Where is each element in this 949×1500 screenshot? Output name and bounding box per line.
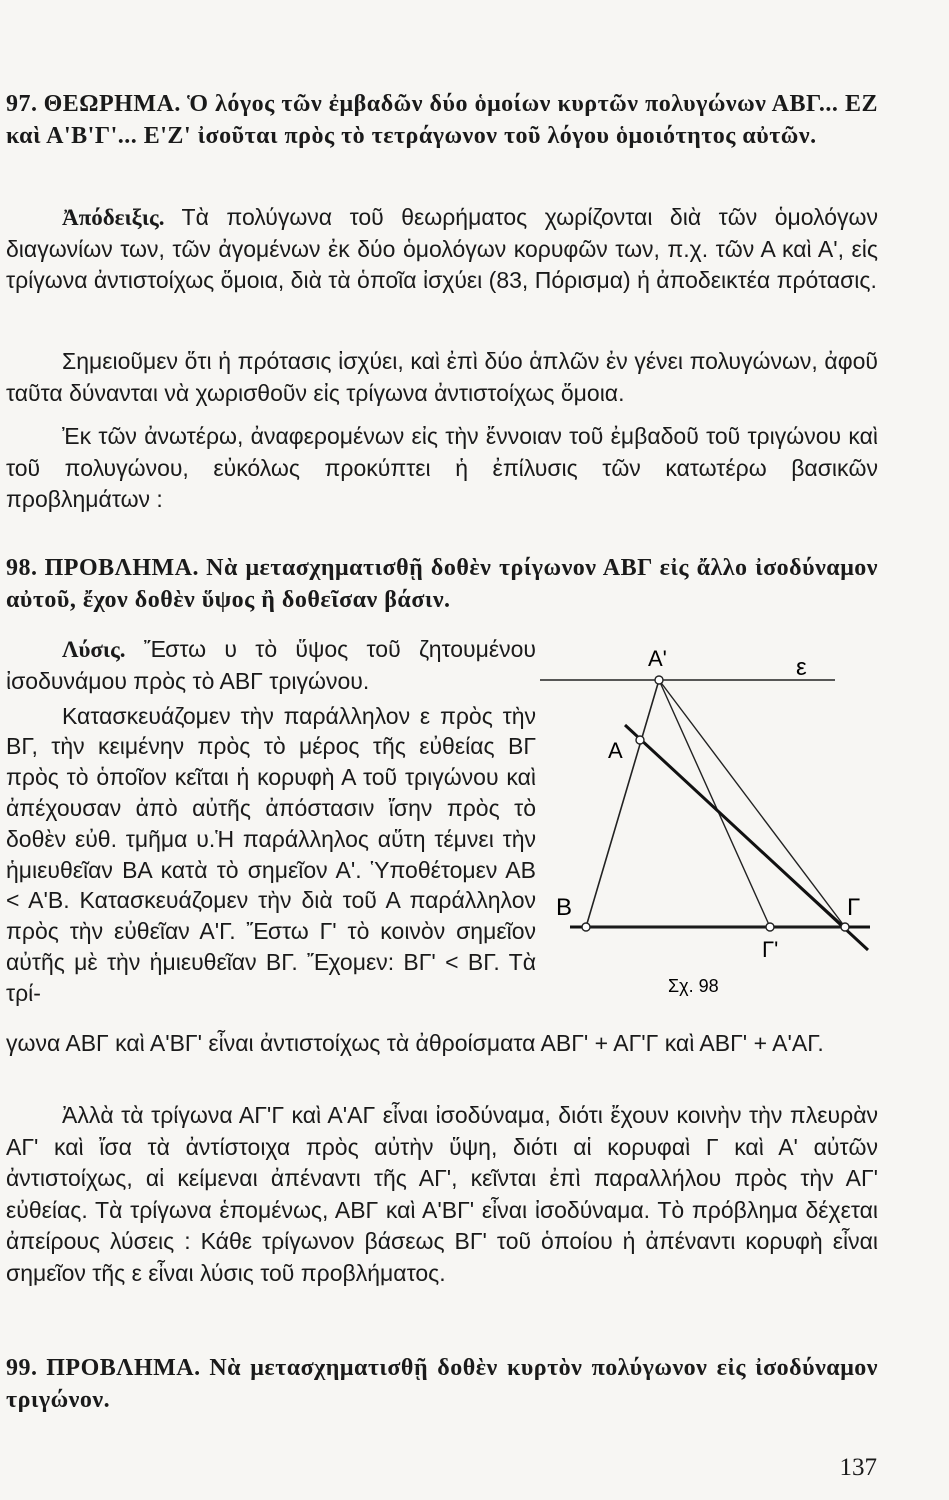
label-A: Α: [608, 738, 623, 763]
label-epsilon: ε: [796, 654, 807, 681]
figure-98: [540, 630, 880, 1010]
problem-number: 99.: [6, 1355, 38, 1381]
proof-label: Ἀπόδειξις.: [62, 205, 165, 230]
theorem-number: 97.: [6, 91, 38, 117]
theorem-heading: ΘΕΩΡΗΜΑ.: [43, 91, 181, 117]
problem-98: [6, 552, 878, 616]
solution-column: [6, 634, 536, 1009]
label-G-prime: Γ': [762, 937, 779, 962]
problem-text: Νὰ μετασχηματισθῇ δοθὲν τρίγωνον ΑΒΓ εἰς ἄλλο ἰσοδύναμον αὐτοῦ, ἔχον δοθὲν ὕψος ἢ δοθεῖσαν βάσιν.: [6, 555, 879, 613]
label-A-prime: Α': [648, 646, 667, 671]
theorem-97: [6, 88, 878, 152]
solution-intro: [6, 634, 536, 697]
page-number: 137: [839, 1454, 877, 1481]
figure-caption: Σχ. 98: [668, 976, 719, 996]
theorem-text: Ὁ λόγος τῶν ἐμβαδῶν δύο ὁμοίων κυρτῶν πολυγώνων ΑΒΓ... ΕΖ καὶ Α'Β'Γ'... Ε'Ζ' ἰσοῦται πρὸς τὸ τετράγωνον τοῦ λόγου ὁμοιότητος αὐτῶν.: [6, 91, 879, 149]
proof-paragraph: [6, 202, 878, 297]
problem-99: [6, 1352, 878, 1416]
point-A-prime: [655, 676, 663, 684]
segment-A-prime-G-prime: [659, 680, 770, 927]
label-B: Β: [556, 894, 573, 921]
solution-line1: Ἔστω υ τὸ ὕψος τοῦ ζητουμένου ἰσοδυνάμου πρὸς τὸ ΑΒΓ τριγώνου.: [6, 636, 536, 694]
note-paragraph-2: Ἐκ τῶν ἀνωτέρω, ἀναφερομένων εἰς τὴν ἔννοιαν τοῦ ἐμβαδοῦ τοῦ τριγώνου καὶ τοῦ πολυγώνου, εὐκόλως προκύπτει ἡ ἐπίλυσις τῶν κατωτέρω βασικῶν προβλημάτων :: [6, 423, 878, 512]
problem-text: Νὰ μετασχηματισθῇ δοθὲν κυρτὸν πολύγωνον εἰς ἰσοδύναμον τριγώνον.: [6, 1355, 879, 1413]
point-G-prime: [766, 923, 774, 931]
problem-heading: ΠΡΟΒΛΗΜΑ.: [46, 1355, 201, 1381]
segment-BA-prime: [586, 680, 659, 927]
solution-continuation: γωνα ΑΒΓ καὶ Α'ΒΓ' εἶναι ἀντιστοίχως τὰ ἀθροίσματα ΑΒΓ' + ΑΓ'Γ καὶ ΑΒΓ' + Α'ΑΓ.: [6, 1030, 824, 1056]
point-A: [636, 736, 644, 744]
conclusion-paragraph: Ἀλλὰ τὰ τρίγωνα ΑΓ'Γ καὶ Α'ΑΓ εἶναι ἰσοδύναμα, διότι ἔχουν κοινὴν τὴν πλευρὰν ΑΓ' καὶ ἴσα τὰ ἀντίστοιχα πρὸς αὐτὴν ὕψη, διότι αἱ κορυφαὶ Γ καὶ Α' αὐτῶν ἀντιστοίχως, αἱ κείμεναι ἀπέναντι τῆς ΑΓ', κεῖνται ἐπὶ παραλλήλου πρὸς τὴν ΑΓ' εὐθείας. Τὰ τρίγωνα ἑπομένως, ΑΒΓ καὶ Α'ΒΓ' εἶναι ἰσοδύναμα. Τὸ πρόβλημα δέχεται ἀπείρους λύσεις : Κάθε τρίγωνον βάσεως ΒΓ' τοῦ ὁποίου ἡ ἀπέναντι κορυφὴ εἶναι σημεῖον τῆς ε εἶναι λύσις τοῦ προβλήματος.: [6, 1102, 878, 1286]
proof-text: Τὰ πολύγωνα τοῦ θεωρήματος χωρίζονται διὰ τῶν ὁμολόγων διαγωνίων των, τῶν ἀγομένων ἐκ δύο ὁμολόγων κορυφῶν των, π.χ. τῶν Α καὶ Α', εἰς τρίγωνα ἀντιστοίχως ὅμοια, διὰ τὰ ὁποῖα ἰσχύει (83, Πόρισμα) ἡ ἀποδεικτέα πρότασις.: [6, 204, 878, 293]
solution-label: Λύσις.: [62, 637, 126, 662]
solution-construction: Κατασκευάζομεν τὴν παράλληλον ε πρὸς τὴν ΒΓ, τὴν κειμένην πρὸς τὸ μέρος τῆς εὐθείας ΒΓ πρὸς τὸ ὁποῖον κεῖται ἡ κορυφὴ Α τοῦ τριγώνου καὶ ἀπέχουσαν ἀπὸ αὐτῆς ἀπόστασιν ἴσην πρὸς τὸ δοθὲν εὐθ. τμῆμα υ.Ἡ παράλληλος αὕτη τέμνει τὴν ἡμιευθεῖαν ΒΑ κατὰ τὸ σημεῖον Α'. Ὑποθέτομεν ΑΒ < Α'Β. Κατασκευάζομεν τὴν διὰ τοῦ Α παράλληλον πρὸς τὴν εὐθεῖαν Α'Γ. Ἔστω Γ' τὸ κοινὸν σημεῖον αὐτῆς μὲ τὴν ἡμιευθεῖαν ΒΓ. Ἔχομεν: ΒΓ' < ΒΓ. Τὰ τρί-: [6, 702, 536, 1006]
problem-heading: ΠΡΟΒΛΗΜΑ.: [44, 555, 199, 581]
label-G: Γ: [847, 894, 861, 921]
parallel-through-A: [625, 725, 868, 950]
note-paragraph-1: Σημειοῦμεν ὅτι ἡ πρότασις ἰσχύει, καὶ ἐπὶ δύο ἁπλῶν ἐν γένει πολυγώνων, ἀφοῦ ταῦτα δύνανται νὰ χωρισθοῦν εἰς τρίγωνα ἀντιστοίχως ὅμοια.: [6, 348, 878, 406]
point-B: [582, 923, 590, 931]
point-G: [841, 923, 849, 931]
segment-A-prime-G: [659, 680, 845, 927]
problem-number: 98.: [6, 555, 38, 581]
